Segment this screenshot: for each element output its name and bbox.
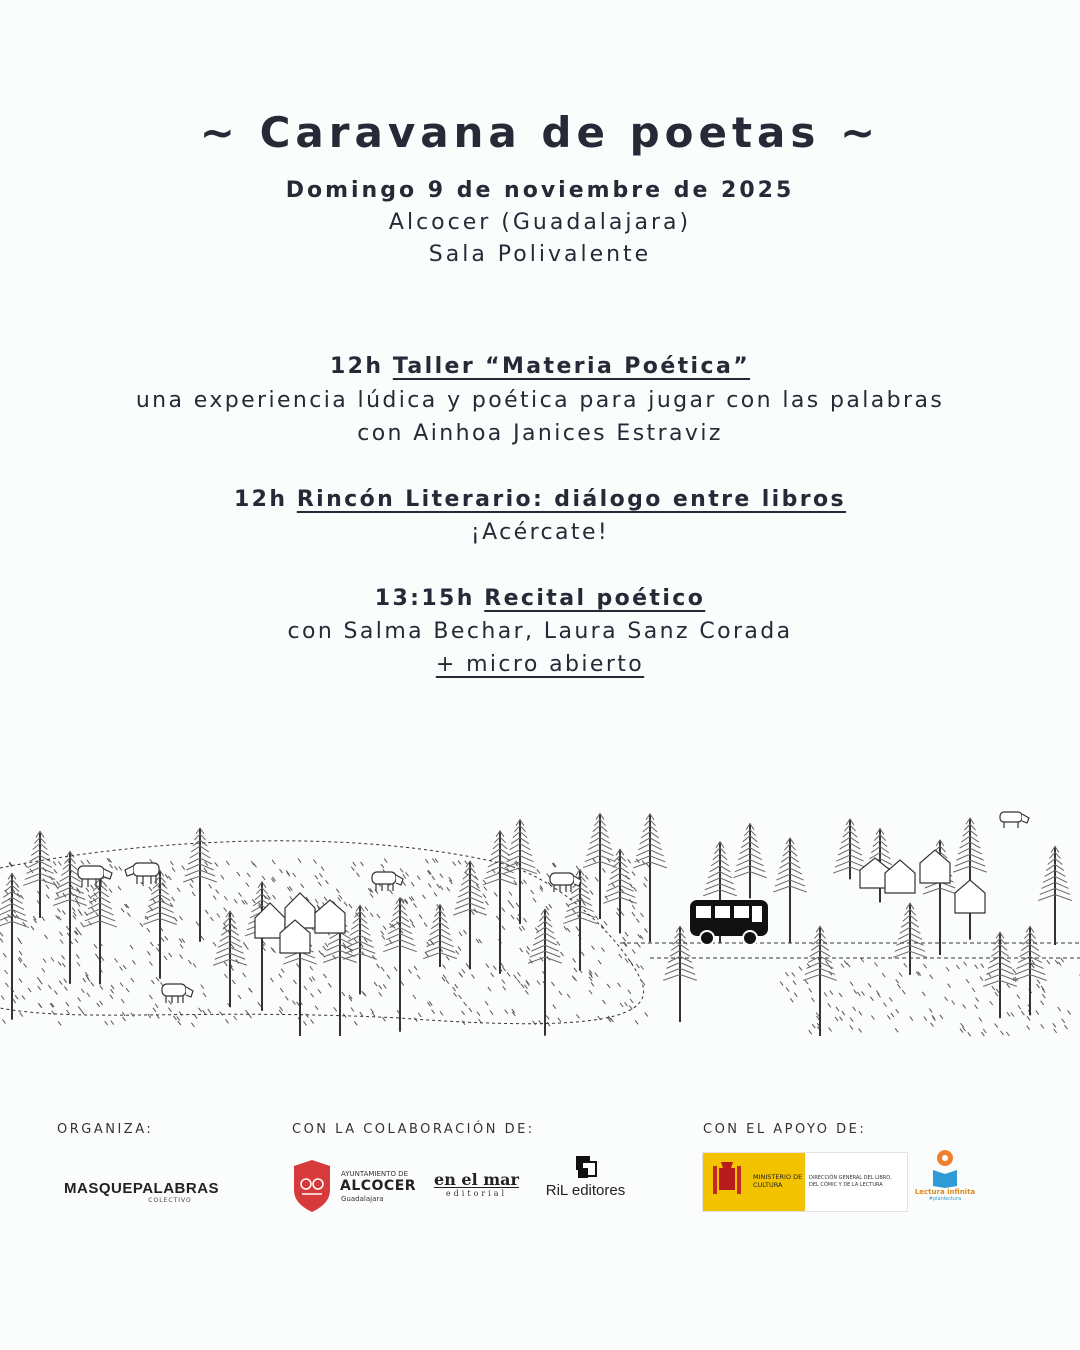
ministerio-cultura-logo bbox=[702, 1152, 908, 1212]
event-description: ¡Acércate! bbox=[470, 520, 610, 545]
event-time: 12h bbox=[329, 354, 384, 379]
ril-icon bbox=[572, 1154, 600, 1182]
ril-editores-logo bbox=[538, 1154, 633, 1199]
tree bbox=[603, 849, 637, 933]
lectura-icon bbox=[930, 1148, 960, 1188]
ayto-name: ALCOCER bbox=[340, 1178, 417, 1194]
tree bbox=[383, 898, 417, 1032]
event-name-link[interactable]: Rincón Literario: diálogo entre libros bbox=[296, 487, 847, 512]
tree bbox=[983, 932, 1017, 1018]
tree bbox=[245, 882, 279, 1011]
event-time: 13:15h bbox=[374, 586, 475, 611]
shield-icon bbox=[292, 1160, 332, 1212]
event-host: con Ainhoa Janices Estraviz bbox=[357, 421, 723, 446]
tree bbox=[83, 873, 117, 984]
lectura-name: Lectura infinita bbox=[914, 1188, 976, 1196]
event-taller-heading bbox=[0, 354, 1080, 379]
colaboracion-label: CON LA COLABORACIÓN DE: bbox=[292, 1122, 535, 1137]
tree bbox=[733, 824, 767, 899]
tree bbox=[773, 838, 807, 943]
bus-icon bbox=[690, 900, 768, 945]
event-date: Domingo 9 de noviembre de 2025 bbox=[285, 178, 795, 203]
masquepalabras-logo bbox=[64, 1180, 220, 1204]
landscape-illustration bbox=[0, 808, 1080, 1038]
lectura-infinita-logo bbox=[910, 1148, 980, 1212]
tree bbox=[483, 831, 517, 974]
page-title: ~ Caravana de poetas ~ bbox=[199, 108, 881, 157]
ministerio-name: MINISTERIO DE CULTURA bbox=[753, 1173, 803, 1189]
event-description: una experiencia lúdica y poética para jugar con las palabras bbox=[135, 388, 945, 413]
ministerio-yellow bbox=[703, 1153, 805, 1211]
event-name-link[interactable]: Taller “Materia Poética” bbox=[392, 354, 751, 379]
coat-of-arms-icon bbox=[711, 1160, 743, 1204]
tree bbox=[663, 926, 697, 1022]
house-group bbox=[255, 893, 345, 953]
lectura-sub: #planlectura bbox=[928, 1196, 962, 1202]
event-time: 12h bbox=[233, 487, 288, 512]
cow-icons bbox=[78, 812, 1029, 1003]
trees bbox=[0, 814, 1072, 1036]
event-rincon-heading bbox=[0, 487, 1080, 512]
event-recital-heading bbox=[0, 586, 1080, 611]
event-venue: Sala Polivalente bbox=[428, 242, 652, 267]
event-host: con Salma Bechar, Laura Sanz Corada bbox=[287, 619, 793, 644]
organiza-label: ORGANIZA: bbox=[57, 1122, 154, 1137]
tree bbox=[423, 905, 457, 967]
ril-name: RiL editores bbox=[545, 1182, 626, 1199]
tree bbox=[0, 873, 29, 1019]
enelmar-logo bbox=[429, 1170, 524, 1198]
tree bbox=[23, 831, 57, 917]
enelmar-sub: editorial bbox=[445, 1189, 508, 1198]
tree bbox=[893, 903, 927, 975]
logo-name: MASQUEPALABRAS bbox=[64, 1180, 220, 1197]
ayto-sub: Guadalajara bbox=[341, 1195, 384, 1203]
enelmar-name: en el mar bbox=[434, 1170, 519, 1189]
event-place: Alcocer (Guadalajara) bbox=[388, 210, 692, 235]
direccion-general: DIRECCIÓN GENERAL DEL LIBRO, DEL CÓMIC Y DE LA LECTURA bbox=[809, 1175, 892, 1188]
tree bbox=[143, 871, 177, 979]
micro-abierto-link[interactable]: + micro abierto bbox=[435, 652, 645, 677]
tree bbox=[183, 828, 217, 942]
tree bbox=[633, 814, 667, 942]
apoyo-label: CON EL APOYO DE: bbox=[703, 1122, 867, 1137]
ayuntamiento-alcocer-logo bbox=[292, 1160, 422, 1216]
event-name-link[interactable]: Recital poético bbox=[484, 586, 706, 611]
tree bbox=[1038, 846, 1072, 945]
ayto-small: AYUNTAMIENTO DE bbox=[341, 1170, 408, 1178]
tree bbox=[953, 818, 987, 940]
tree bbox=[213, 911, 247, 1007]
tree bbox=[503, 820, 537, 924]
tree bbox=[528, 909, 562, 1036]
logo-sub: COLECTIVO bbox=[148, 1197, 192, 1204]
tree bbox=[343, 905, 377, 994]
